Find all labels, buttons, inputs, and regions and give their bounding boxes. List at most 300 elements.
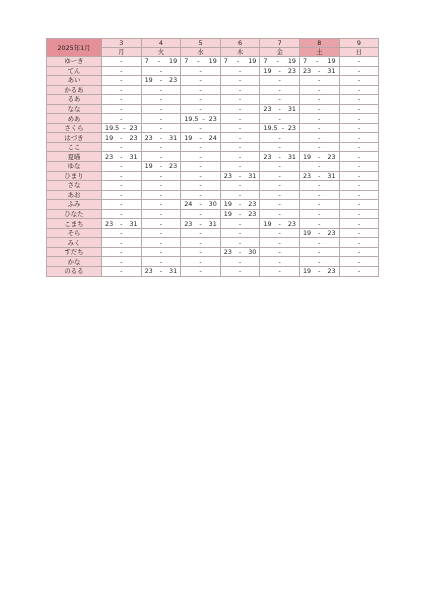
- shift-empty: -: [318, 238, 321, 247]
- shift-cell: [181, 76, 221, 86]
- shift-end: 31: [169, 133, 178, 142]
- shift-cell: [339, 142, 379, 152]
- shift-empty: -: [120, 210, 123, 219]
- shift-sep: -: [278, 152, 281, 161]
- shift-empty: -: [159, 143, 163, 152]
- shift-cell: [220, 257, 260, 267]
- shift-end: 30: [208, 200, 217, 209]
- shift-empty: -: [199, 171, 202, 180]
- shift-empty: -: [120, 85, 123, 94]
- shift-time-range: [221, 57, 260, 65]
- shift-empty: -: [159, 124, 163, 133]
- shift-empty: -: [120, 114, 123, 123]
- table-row: [47, 114, 379, 124]
- shift-cell: [299, 104, 339, 114]
- shift-cell: [339, 267, 379, 277]
- shift-empty: -: [238, 76, 242, 85]
- shift-time-range: [142, 57, 181, 65]
- shift-cell: [260, 200, 300, 210]
- shift-empty: -: [278, 200, 281, 209]
- staff-name: ひなた: [47, 209, 102, 219]
- table-row: [47, 228, 379, 238]
- shift-start: 23: [105, 219, 114, 228]
- shift-cell: [181, 181, 221, 191]
- shift-cell: [260, 133, 300, 143]
- shift-cell: [102, 85, 142, 95]
- shift-empty: -: [278, 95, 281, 104]
- shift-cell: [220, 162, 260, 172]
- shift-empty: -: [278, 210, 281, 219]
- shift-sep: -: [236, 57, 240, 66]
- shift-cell: [102, 66, 142, 76]
- shift-sep: -: [278, 219, 281, 228]
- shift-time-range: [260, 220, 299, 228]
- shift-cell: [299, 57, 339, 67]
- shift-cell: [299, 219, 339, 229]
- shift-empty: -: [238, 152, 242, 161]
- shift-cell: [260, 114, 300, 124]
- shift-end: 23: [129, 124, 138, 133]
- shift-empty: -: [318, 124, 321, 133]
- shift-time-range: [181, 220, 220, 228]
- shift-cell: [339, 76, 379, 86]
- shift-sep: -: [281, 124, 284, 133]
- shift-cell: [141, 85, 181, 95]
- shift-sep: -: [318, 152, 321, 161]
- date-row: [47, 39, 379, 48]
- shift-cell: [181, 123, 221, 133]
- shift-empty: -: [278, 257, 281, 266]
- staff-name: ここ: [47, 142, 102, 152]
- shift-start: 23: [263, 152, 272, 161]
- shift-empty: -: [159, 238, 163, 247]
- shift-cell: [299, 123, 339, 133]
- shift-cell: [299, 133, 339, 143]
- shift-end: 23: [327, 267, 336, 276]
- shift-cell: [299, 200, 339, 210]
- date-cell: 5: [181, 39, 221, 48]
- shift-empty: -: [357, 257, 361, 266]
- table-row: [47, 95, 379, 105]
- staff-name: ゆな: [47, 162, 102, 172]
- table-row: [47, 257, 379, 267]
- date-cell: 8: [299, 39, 339, 48]
- shift-sep: -: [199, 133, 202, 142]
- shift-cell: [141, 247, 181, 257]
- shift-empty: -: [238, 229, 242, 238]
- shift-end: 23: [208, 114, 217, 123]
- shift-cell: [339, 247, 379, 257]
- shift-empty: -: [120, 76, 123, 85]
- shift-empty: -: [357, 219, 361, 228]
- shift-empty: -: [357, 267, 361, 276]
- shift-time-range: [142, 267, 181, 275]
- shift-cell: [141, 114, 181, 124]
- shift-sep: -: [238, 171, 242, 180]
- shift-empty: -: [199, 238, 202, 247]
- shift-sep: -: [159, 76, 163, 85]
- table-row: [47, 133, 379, 143]
- shift-cell: [181, 219, 221, 229]
- shift-sep: -: [123, 124, 126, 133]
- shift-cell: [102, 219, 142, 229]
- shift-cell: [339, 257, 379, 267]
- shift-empty: -: [199, 190, 202, 199]
- shift-time-range: [221, 172, 260, 180]
- shift-cell: [102, 247, 142, 257]
- shift-empty: -: [357, 105, 361, 113]
- shift-cell: [181, 142, 221, 152]
- shift-empty: -: [120, 229, 123, 238]
- shift-empty: -: [159, 248, 163, 257]
- shift-time-range: [142, 134, 181, 142]
- shift-empty: -: [318, 85, 321, 94]
- staff-name: のるる: [47, 267, 102, 277]
- shift-empty: -: [318, 200, 321, 209]
- shift-empty: -: [278, 85, 281, 94]
- shift-sep: -: [157, 57, 161, 66]
- shift-cell: [260, 66, 300, 76]
- weekday-cell: 月: [102, 48, 142, 57]
- date-cell: 9: [339, 39, 379, 48]
- shift-cell: [102, 181, 142, 191]
- shift-cell: [299, 85, 339, 95]
- weekday-cell: 木: [220, 48, 260, 57]
- shift-cell: [299, 257, 339, 267]
- shift-empty: -: [199, 124, 202, 133]
- staff-name: ゆーき: [47, 57, 102, 67]
- shift-cell: [181, 267, 221, 277]
- shift-empty: -: [318, 181, 321, 190]
- shift-cell: [102, 162, 142, 172]
- shift-end: 23: [287, 219, 296, 228]
- shift-start: 19: [302, 152, 312, 161]
- staff-name: あい: [47, 76, 102, 86]
- shift-time-range: [260, 153, 299, 161]
- shift-time-range: [181, 134, 220, 142]
- shift-cell: [181, 114, 221, 124]
- shift-cell: [102, 152, 142, 162]
- shift-empty: -: [238, 95, 242, 104]
- shift-empty: -: [238, 105, 242, 113]
- shift-sep: -: [120, 219, 123, 228]
- weekday-cell: 火: [141, 48, 181, 57]
- shift-empty: -: [238, 85, 242, 94]
- shift-end: 23: [129, 133, 138, 142]
- staff-name: はづき: [47, 133, 102, 143]
- shift-empty: -: [318, 248, 321, 257]
- shift-end: 23: [248, 200, 257, 209]
- shift-empty: -: [120, 143, 123, 152]
- shift-cell: [220, 123, 260, 133]
- shift-cell: [260, 228, 300, 238]
- shift-cell: [141, 171, 181, 181]
- weekday-cell: 土: [299, 48, 339, 57]
- shift-empty: -: [357, 114, 361, 123]
- shift-empty: -: [120, 171, 123, 180]
- shift-empty: -: [278, 76, 281, 85]
- shift-cell: [181, 95, 221, 105]
- table-row: [47, 190, 379, 200]
- shift-empty: -: [159, 229, 163, 238]
- shift-cell: [220, 152, 260, 162]
- shift-time-range: [300, 229, 339, 237]
- shift-end: 31: [129, 152, 138, 161]
- shift-cell: [181, 152, 221, 162]
- shift-end: 23: [327, 229, 336, 238]
- shift-cell: [339, 123, 379, 133]
- shift-cell: [299, 190, 339, 200]
- shift-empty: -: [120, 257, 123, 266]
- table-row: [47, 162, 379, 172]
- shift-empty: -: [357, 57, 361, 66]
- shift-empty: -: [238, 143, 242, 152]
- shift-cell: [220, 142, 260, 152]
- shift-cell: [339, 85, 379, 95]
- shift-cell: [339, 200, 379, 210]
- shift-empty: -: [120, 248, 123, 257]
- shift-empty: -: [120, 105, 123, 113]
- shift-empty: -: [357, 229, 361, 238]
- shift-start: 23: [144, 133, 153, 142]
- shift-cell: [339, 133, 379, 143]
- shift-cell: [339, 238, 379, 248]
- weekday-cell: 金: [260, 48, 300, 57]
- shift-empty: -: [357, 124, 361, 133]
- shift-empty: -: [238, 190, 242, 199]
- shift-empty: -: [199, 66, 202, 75]
- shift-cell: [339, 171, 379, 181]
- shift-end: 31: [327, 66, 336, 75]
- shift-empty: -: [120, 162, 123, 171]
- shift-empty: -: [238, 257, 242, 266]
- staff-name: ふみ: [47, 200, 102, 210]
- shift-time-range: [142, 76, 181, 84]
- shift-empty: -: [120, 57, 123, 66]
- staff-name: あお: [47, 190, 102, 200]
- shift-end: 23: [248, 210, 257, 219]
- shift-start: 19: [105, 133, 114, 142]
- shift-cell: [141, 76, 181, 86]
- shift-empty: -: [199, 95, 202, 104]
- shift-cell: [102, 114, 142, 124]
- shift-empty: -: [159, 171, 163, 180]
- shift-empty: -: [357, 76, 361, 85]
- shift-start: 7: [184, 57, 189, 66]
- shift-empty: -: [199, 76, 202, 85]
- shift-time-range: [300, 57, 339, 65]
- shift-time-range: [221, 200, 260, 208]
- shift-cell: [339, 190, 379, 200]
- shift-start: 19: [184, 133, 193, 142]
- shift-start: 19: [263, 219, 272, 228]
- shift-empty: -: [278, 114, 281, 123]
- shift-time-range: [300, 67, 339, 75]
- shift-empty: -: [278, 171, 281, 180]
- shift-cell: [102, 190, 142, 200]
- shift-start: 19.5: [263, 124, 278, 133]
- shift-cell: [102, 209, 142, 219]
- shift-cell: [260, 219, 300, 229]
- shift-empty: -: [159, 152, 163, 161]
- table-row: [47, 238, 379, 248]
- shift-cell: [220, 181, 260, 191]
- shift-sep: -: [318, 267, 321, 276]
- shift-cell: [220, 85, 260, 95]
- shift-cell: [260, 267, 300, 277]
- shift-empty: -: [357, 95, 361, 104]
- shift-cell: [260, 123, 300, 133]
- shift-empty: -: [159, 95, 163, 104]
- shift-end: 31: [129, 219, 138, 228]
- shift-cell: [339, 209, 379, 219]
- shift-cell: [220, 219, 260, 229]
- staff-name: 夏喵: [47, 152, 102, 162]
- staff-name: さくら: [47, 123, 102, 133]
- shift-time-range: [102, 220, 141, 228]
- shift-end: 23: [287, 124, 296, 133]
- shift-empty: -: [199, 210, 202, 219]
- shift-cell: [141, 257, 181, 267]
- shift-sep: -: [278, 66, 281, 75]
- staff-name: そら: [47, 228, 102, 238]
- shift-cell: [141, 142, 181, 152]
- shift-sep: -: [318, 229, 321, 238]
- shift-cell: [141, 133, 181, 143]
- shift-empty: -: [120, 181, 123, 190]
- shift-cell: [141, 66, 181, 76]
- shift-empty: -: [278, 238, 281, 247]
- shift-cell: [220, 104, 260, 114]
- shift-cell: [299, 238, 339, 248]
- shift-sep: -: [159, 162, 163, 171]
- shift-time-range: [102, 134, 141, 142]
- table-row: [47, 209, 379, 219]
- shift-empty: -: [199, 248, 202, 257]
- shift-start: 7: [144, 57, 149, 66]
- shift-time-range: [260, 57, 299, 65]
- shift-start: 19: [263, 66, 272, 75]
- shift-empty: -: [159, 114, 163, 123]
- shift-time-range: [300, 172, 339, 180]
- shift-time-range: [260, 67, 299, 75]
- shift-empty: -: [318, 190, 321, 199]
- shift-cell: [181, 57, 221, 67]
- weekday-cell: 日: [339, 48, 379, 57]
- table-row: [47, 76, 379, 86]
- shift-start: 19: [223, 200, 232, 209]
- table-row: [47, 142, 379, 152]
- date-cell: 6: [220, 39, 260, 48]
- shift-cell: [102, 257, 142, 267]
- shift-empty: -: [278, 133, 281, 142]
- shift-empty: -: [318, 210, 321, 219]
- shift-cell: [339, 162, 379, 172]
- shift-cell: [181, 257, 221, 267]
- shift-empty: -: [278, 190, 281, 199]
- shift-cell: [102, 142, 142, 152]
- shift-empty: -: [357, 238, 361, 247]
- shift-empty: -: [199, 152, 202, 161]
- shift-cell: [102, 133, 142, 143]
- table-row: [47, 104, 379, 114]
- shift-cell: [260, 85, 300, 95]
- shift-empty: -: [238, 238, 242, 247]
- shift-empty: -: [238, 162, 242, 171]
- shift-empty: -: [120, 95, 123, 104]
- shift-cell: [260, 257, 300, 267]
- shift-time-range: [181, 200, 220, 208]
- shift-cell: [220, 267, 260, 277]
- shift-start: 23: [105, 152, 114, 161]
- shift-empty: -: [357, 171, 361, 180]
- shift-empty: -: [278, 162, 281, 171]
- shift-empty: -: [159, 66, 163, 75]
- shift-time-range: [221, 210, 260, 218]
- shift-empty: -: [120, 238, 123, 247]
- shift-cell: [220, 190, 260, 200]
- shift-cell: [141, 190, 181, 200]
- shift-cell: [181, 247, 221, 257]
- shift-cell: [260, 181, 300, 191]
- shift-schedule-table: [46, 38, 379, 277]
- shift-end: 31: [287, 105, 296, 113]
- shift-cell: [260, 76, 300, 86]
- shift-end: 23: [169, 76, 178, 85]
- shift-empty: -: [278, 267, 281, 276]
- shift-sep: -: [199, 200, 202, 209]
- shift-cell: [141, 209, 181, 219]
- shift-cell: [260, 152, 300, 162]
- shift-cell: [102, 267, 142, 277]
- staff-name: てん: [47, 66, 102, 76]
- shift-cell: [141, 104, 181, 114]
- shift-empty: -: [159, 181, 163, 190]
- shift-cell: [339, 152, 379, 162]
- table-row: [47, 57, 379, 67]
- shift-end: 19: [248, 57, 257, 66]
- shift-cell: [102, 57, 142, 67]
- table-row: [47, 123, 379, 133]
- date-cell: 4: [141, 39, 181, 48]
- shift-end: 31: [287, 152, 296, 161]
- shift-start: 7: [263, 57, 268, 66]
- shift-empty: -: [120, 190, 123, 199]
- shift-cell: [102, 171, 142, 181]
- shift-cell: [102, 228, 142, 238]
- staff-name: ひまり: [47, 171, 102, 181]
- shift-empty: -: [238, 181, 242, 190]
- shift-cell: [181, 209, 221, 219]
- shift-sep: -: [276, 57, 279, 66]
- shift-cell: [299, 162, 339, 172]
- staff-name: めあ: [47, 114, 102, 124]
- shift-time-range: [102, 124, 141, 132]
- shift-sep: -: [238, 248, 242, 257]
- shift-cell: [141, 57, 181, 67]
- shift-start: 19: [223, 210, 232, 219]
- shift-cell: [339, 57, 379, 67]
- shift-cell: [181, 104, 221, 114]
- shift-sep: -: [120, 133, 123, 142]
- shift-cell: [220, 247, 260, 257]
- table-row: [47, 200, 379, 210]
- shift-cell: [299, 209, 339, 219]
- shift-empty: -: [159, 85, 163, 94]
- shift-cell: [141, 267, 181, 277]
- shift-start: 19: [144, 162, 153, 171]
- shift-empty: -: [357, 133, 361, 142]
